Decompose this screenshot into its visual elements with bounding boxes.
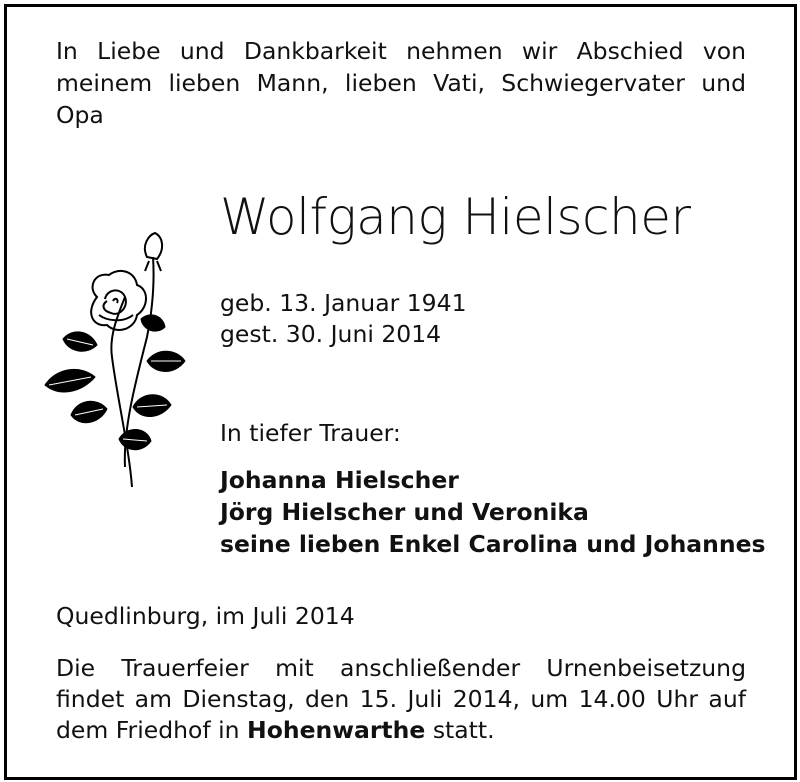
death-date: gest. 30. Juni 2014 bbox=[220, 320, 442, 348]
birth-date: geb. 13. Januar 1941 bbox=[220, 289, 467, 317]
funeral-text: Die Trauerfeier mit anschließender Urnenbeisetzung findet am Dienstag, den 15. Juli 2014, um 14.00 Uhr auf dem Friedhof in bbox=[56, 654, 746, 744]
life-dates bbox=[220, 288, 467, 350]
deceased-name: Wolfgang Hielscher bbox=[220, 188, 691, 246]
funeral-text-end: statt. bbox=[432, 716, 495, 744]
mourner-name: seine lieben Enkel Carolina und Johannes bbox=[220, 530, 766, 558]
funeral-location: Hohenwarthe bbox=[247, 716, 426, 744]
funeral-info bbox=[56, 653, 746, 746]
obituary-notice bbox=[4, 4, 797, 780]
rose-icon bbox=[37, 227, 187, 507]
intro-text: In Liebe und Dankbarkeit nehmen wir Abschied von meinem lieben Mann, lieben Vati, Schwiegervater und Opa bbox=[56, 37, 746, 129]
place-date: Quedlinburg, im Juli 2014 bbox=[56, 602, 355, 630]
mourners-list bbox=[220, 464, 766, 560]
mourner-name: Johanna Hielscher bbox=[220, 466, 459, 494]
grief-label: In tiefer Trauer: bbox=[220, 419, 401, 447]
mourner-name: Jörg Hielscher und Veronika bbox=[220, 498, 589, 526]
